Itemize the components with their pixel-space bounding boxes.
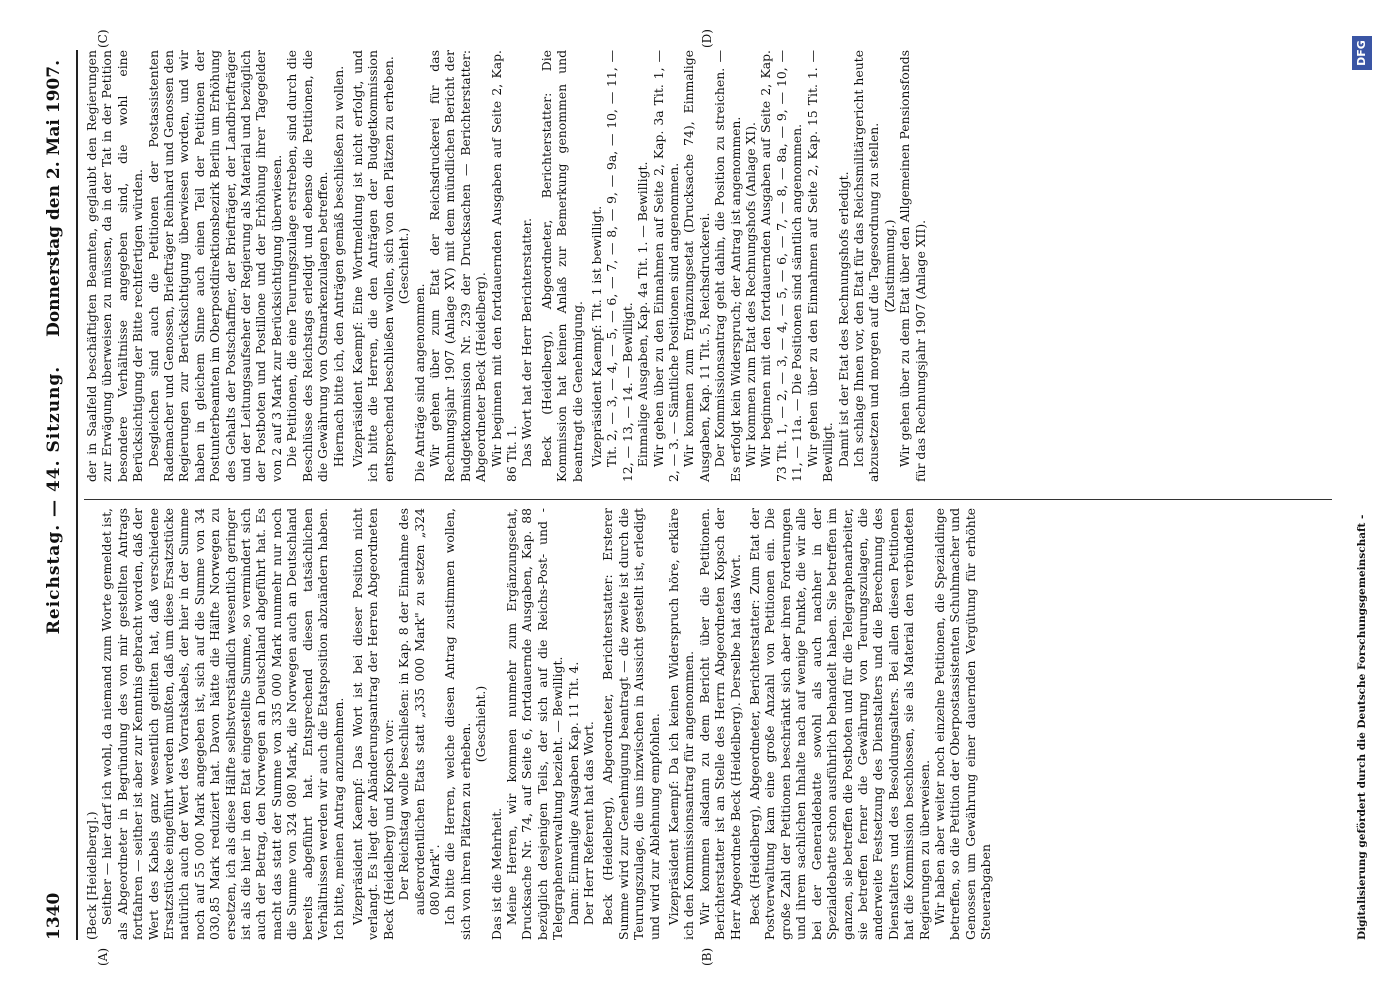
paragraph: Wir beginnen mit den fortdauernden Ausgaben auf Seite 2, Kap. 73 Tit. 1, — 2, — 3, — 4, — 5, — 6, — 7, — 8, — 8a, — 9, — 10, — 11, — 11a. — Die Positionen sind sämtlich angenommen.: [758, 50, 805, 482]
paragraph: Der Reichstag wolle beschließen: in Kap. 8 der Einnahme des außerordentlichen Etats statt „335 000 Mark" zu setzen „324 080 Mark".: [396, 508, 442, 916]
paragraph: Die Anträge sind angenommen.: [411, 283, 427, 482]
paragraph: (Geschieht.): [396, 227, 412, 305]
paragraph: Wir beginnen mit den fortdauernden Ausgaben auf Seite 2, Kap. 86 Tit. 1.: [488, 50, 519, 482]
paragraph: Dann: Einmalige Ausgaben Kap. 11 Tit. 4.: [565, 661, 581, 926]
paragraph: Tit. 2, — 3, — 4, — 5, — 6, — 7, — 8, — 9, — 9a, — 10, — 11, — 12, — 13, — 14. — Bewilligt.: [604, 50, 635, 482]
left-column: [84, 508, 1332, 940]
paragraph: Hiernach bitte ich, den Anträgen gemäß beschließen zu wollen.: [330, 65, 346, 468]
margin-mark-b: (B): [700, 947, 714, 966]
paragraph: Einmalige Ausgaben, Kap. 4a Tit. 1. — Bewilligt.: [635, 161, 651, 468]
paragraph: Wir gehen über zu den Einnahmen auf Seite 2, Kap. 15 Tit. 1. — Bewilligt.: [804, 50, 836, 482]
page-number: 1340: [44, 892, 64, 940]
paragraph: Das Wort hat der Herr Berichterstatter.: [519, 217, 535, 468]
paragraph: Wir kommen zum Etat des Rechnungshofs (Anlage XI).: [743, 122, 759, 468]
paragraph: (Beck [Heidelberg].): [84, 811, 99, 940]
paragraph: Beck (Heidelberg), Abgeordneter, Berichterstatter: Zum Etat der Postverwaltung kam eine große Anzahl von Petitionen ein. Die große Zahl der Petitionen beschränkt sich aber ihren Forderungen und ihrem sachlichen Inhalte nach auf wenige Punkte, die wir alle bei der Generaldebatte sowohl als auch nachher in der Spezialdebatte schon ausführlich behandelt haben. Sie betreffen im ganzen, sie betreffen die Postboten und für die Telegraphenarbeiter, sie betreffen ferner die Gewährung von Teurungszulagen, die anderweite Festsetzung des Dienstalters und die Berechnung des Dienstalters und des Besoldungsalters. Bei allen diesen Petitionen hat die Kommission beschlossen, sie als Material den verbündeten Regierungen zu überweisen.: [747, 508, 932, 940]
paragraph: Wir gehen über zu den Einnahmen auf Seite 2, Kap. 3a Tit. 1, — 2, — 3. — Sämtliche Positionen sind angenommen.: [650, 50, 682, 482]
paragraph: der in Saalfeld beschäftigten Beamten, geglaubt den Regierungen zur Erwägung überweisen zu müssen, da in der Tat in der Petition besondere Verhältnisse angegeben sind, die wohl eine Berücksichtigung der Bitte rechtfertigen würden.: [84, 50, 146, 482]
margin-mark-c: (C): [96, 29, 110, 48]
paragraph: Wir gehen über zu dem Etat über den Allgemeinen Pensionsfonds für das Rechnungsjahr 1907 (Anlage XII).: [897, 50, 928, 482]
paragraph: Wir kommen zum Ergänzungsetat (Drucksache 74), Einmalige Ausgaben, Kap. 11 Tit. 5, Reichsdruckerei.: [681, 50, 712, 482]
header-rule: [76, 50, 78, 940]
margin-mark-d: (D): [700, 29, 714, 48]
paragraph: Ich schlage Ihnen vor, den Etat für das Reichsmilitärgericht heute abzusetzen und morgen auf die Tagesordnung zu stellen.: [850, 50, 882, 482]
paragraph: Meine Herren, wir kommen nunmehr zum Ergänzungsetat, Drucksache Nr. 74, auf Seite 6, fortdauernde Ausgaben, Kap. 88 bezüglich desjenigen Teils, der sich auf die Reichs-Post- und -Telegraphenverwaltung bezieht. — Bewilligt.: [503, 508, 566, 940]
column-rule: [84, 499, 1332, 500]
dfg-logo: DFG: [1352, 36, 1372, 70]
paragraph: Wir kommen alsdann zu dem Bericht über die Petitionen. Berichterstatter ist an Stelle des Herrn Abgeordneten Kopsch der Herr Abgeordnete Beck (Heidelberg). Derselbe hat das Wort.: [696, 508, 743, 940]
paragraph: Ich bitte die Herren, welche diesen Antrag zustimmen wollen, sich von ihren Plätzen zu erheben.: [442, 508, 473, 940]
paragraph: Seither — hier darf ich wohl, da niemand zum Worte gemeldet ist, als Abgeordneter in Begründung des von mir gestellten Antrags fortfahren — seither ist aber zur Kenntnis gebracht worden, daß der Wert des Kabels ganz wesentlich gelitten hat, daß verschiedene Ersatzstücke eingeführt werden mußten, daß um diese Ersatzstücke natürlich auch der Wert des Vorratskabels, der hier in der Summe noch auf 55 000 Mark angegeben ist, sich auf die Summe von 34 030,85 Mark reduziert hat. Davon hätte die Hälfte Norwegen zu ersetzen, ich als diese Hälfte selbstverständlich wesentlich geringer ist als die hier in den Etat eingestellte Summe, so vermindert sich auch der Betrag, den Norwegen an Deutschland abgeführt hat. Es macht das statt der Summe von 335 000 Mark nunmehr nur noch die Summe von 324 080 Mark, die Norwegen auch an Deutschland bereits abgeführt hat. Entsprechend diesen tatsächlichen Verhältnissen werden wir auch die Etatsposition abzuändern haben. Ich bitte, meinen Antrag anzunehmen.: [99, 508, 346, 940]
session-title: Reichstag. — 44. Sitzung.: [44, 365, 64, 635]
paragraph: (Zustimmung.): [881, 219, 897, 313]
paragraph: Desgleichen sind auch die Petitionen der Postassistenten Rademacher und Genossen, Briefträger Reinhard und Genossen den Regierungen zur Berücksichtigung überwiesen worden, und wir haben in gleichem Sinne auch einen Teil der Petitionen der Postunterbeamten im Oberpostdirektionsbezirk Berlin um Erhöhung des Gehalts der Postschaffner, der Briefträger, der Landbriefträger und der Leitungsaufseher der Regierung als Material und bezüglich der Postboten und Postillone und der Erhöhung ihrer Tagegelder von 2 auf 3 Mark zur Berücksichtigung überwiesen.: [145, 50, 284, 482]
margin-mark-a: (A): [96, 947, 110, 966]
digitization-credit: Digitalisierung gefördert durch die Deutsche Forschungsgemeinschaft -: [1356, 514, 1368, 940]
right-column: [84, 50, 1332, 482]
paragraph: Die Petitionen, die eine Teurungszulage erstreben, sind durch die Beschlüsse des Reichstags erledigt und ebenso die Petitionen, die die Gewährung von Ostmarkenzulagen betreffen.: [284, 50, 331, 482]
paragraph: Wir gehen über zum Etat der Reichsdruckerei für das Rechnungsjahr 1907 (Anlage XV) mit dem mündlichen Bericht der Budgetkommission Nr. 239 der Drucksachen — Berichterstatter: Abgeordneter Beck (Heidelberg).: [426, 50, 489, 482]
paragraph: Der Kommissionsantrag geht dahin, die Position zu streichen. — Es erfolgt kein Widerspruch; der Antrag ist angenommen.: [712, 50, 743, 482]
paragraph: Vizepräsident Kaempf: Das Wort ist bei dieser Position nicht verlangt. Es liegt der Abänderungsantrag der Herren Abgeordneten Beck (Heidelberg) und Kopsch vor:: [349, 508, 396, 940]
paragraph: Vizepräsident Kaempf: Da ich keinen Widerspruch höre, erkläre ich den Kommissionsantrag für angenommen.: [666, 508, 697, 940]
paragraph: Beck (Heidelberg), Abgeordneter, Berichterstatter: Ersterer Summe wird zur Genehmigung beantragt — die zweite ist durch die Teurungszulage, die uns inzwischen in Aussicht gestellt ist, erledigt und wird zur Ablehnung empfohlen.: [600, 508, 662, 940]
page-header: [44, 60, 74, 940]
paragraph: (Geschieht.): [473, 685, 489, 763]
paragraph: Vizepräsident Kaempf: Eine Wortmeldung ist nicht erfolgt, und ich bitte die Herren, die den Anträgen der Budgetkommission entsprechend beschließen wollen, sich von den Plätzen zu erheben.: [349, 50, 396, 482]
paragraph: Beck (Heidelberg), Abgeordneter, Berichterstatter: Die Kommission hat keinen Anlaß zur Bemerkung genommen und beantragt die Genehmigung.: [538, 50, 585, 482]
paragraph: Wir haben aber weiter noch einzelne Petitionen, die Spezialdinge betreffen, so die Petition der Oberpostassistenten Schuhmacher und Genossen um Gewährung einer dauernden Vergütung für erhöhte Steuerabgaben: [931, 508, 994, 940]
paragraph: Der Herr Referent hat das Wort.: [581, 721, 596, 926]
paragraph: Vizepräsident Kaempf: Tit. 1 ist bewilligt.: [589, 205, 604, 468]
paragraph: Damit ist der Etat des Rechnungshofs erledigt.: [835, 171, 851, 468]
session-date: Donnerstag den 2. Mai 1907.: [44, 60, 64, 337]
paragraph: Das ist die Mehrheit.: [488, 807, 504, 940]
